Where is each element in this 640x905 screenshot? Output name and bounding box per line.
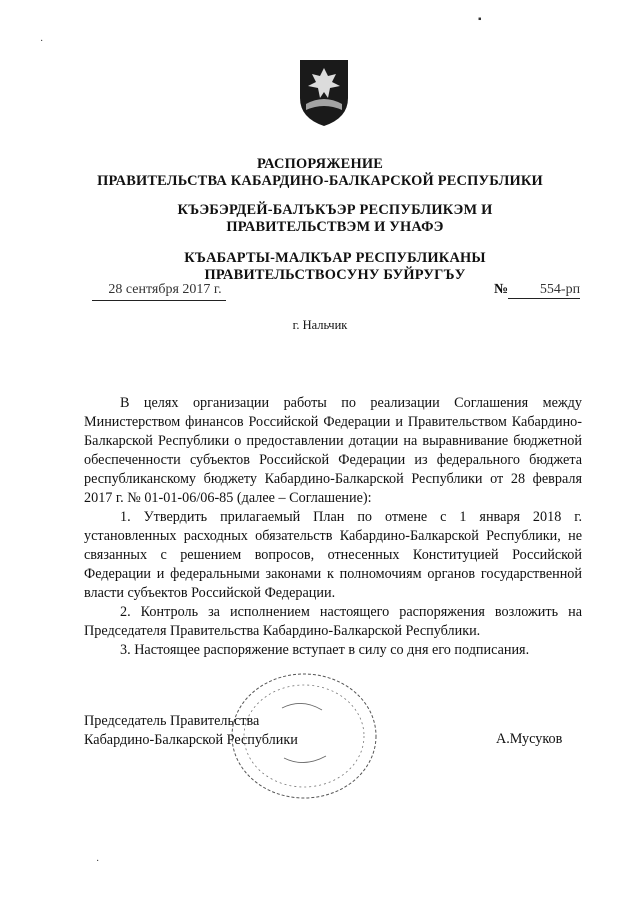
title-kabardian: КЪЭБЭРДЕЙ-БАЛЪКЪЭР РЕСПУБЛИКЭМ И ПРАВИТЕЛЬСТВЭМ И УНАФЭ (177, 202, 493, 235)
scan-speck: · (40, 36, 44, 47)
scan-speck: ▪ (478, 14, 482, 25)
intro-paragraph: В целях организации работы по реализации Соглашения между Министерством финансов Российской Федерации и Правительством Кабардино-Балкарской Республики о предоставлении дотации на выравнивание бюджетной обеспеченности субъектов Российской Федерации из федерального бюджета республиканскому бюджету Кабардино-Балкарской Республики от 28 февраля 2017 г. № 01-01-06/06-85 (далее – Соглашение): (84, 395, 582, 506)
title-line-2: ПРАВИТЕЛЬСТВА КАБАРДИНО-БАЛКАРСКОЙ РЕСПУБЛИКИ (97, 173, 543, 189)
number-value: 554-рп (508, 282, 580, 299)
coat-of-arms-emblem (298, 58, 350, 128)
title-line-1: РАСПОРЯЖЕНИЕ (256, 156, 384, 172)
title-balkar: КЪАБАРТЫ-МАЛКЪАР РЕСПУБЛИКАНЫ ПРАВИТЕЛЬСТВОСУНУ БУЙРУГЪУ (184, 250, 486, 283)
document-body (84, 394, 582, 660)
scan-speck: · (96, 856, 100, 867)
signatory-name: А.Мусуков (496, 731, 563, 747)
document-number (494, 282, 580, 299)
signatory-title (84, 712, 324, 750)
date-underline (92, 300, 226, 301)
item-1: 1. Утвердить прилагаемый План по отмене с 1 января 2018 г. установленных расходных обязательств Кабардино-Балкарской Республики, не связанных с решением вопросов, отнесенных Конституцией Российской Федерации и федеральными законами к полномочиям органов государственной власти субъектов Российской Федерации. (84, 509, 582, 601)
signatory-title-line-1: Председатель Правительства (84, 713, 260, 729)
signatory-title-line-2: Кабардино-Балкарской Республики (84, 732, 298, 748)
number-sign: № (494, 282, 509, 297)
city: г. Нальчик (292, 318, 348, 332)
item-2: 2. Контроль за исполнением настоящего распоряжения возложить на Председателя Правительства Кабардино-Балкарской Республики. (84, 604, 582, 639)
item-3: 3. Настоящее распоряжение вступает в силу со дня его подписания. (120, 642, 530, 658)
document-date: 28 сентября 2017 г. (108, 282, 222, 297)
document-title (0, 156, 640, 190)
